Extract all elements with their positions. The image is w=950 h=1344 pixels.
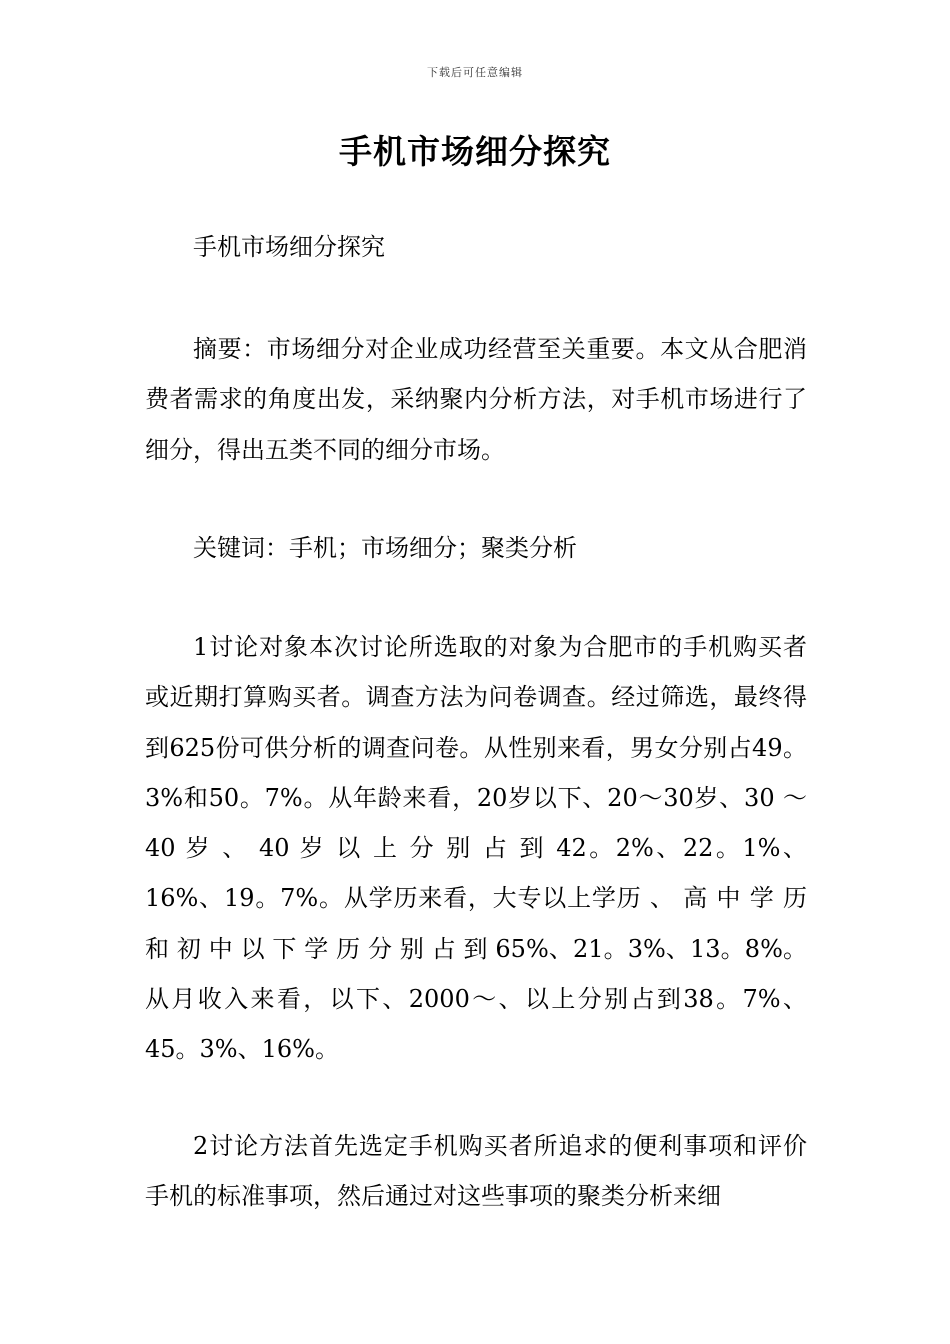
abstract-paragraph: 摘要：市场细分对企业成功经营至关重要。本文从合肥消费者需求的角度出发，采纳聚内分析方法，对手机市场进行了细分，得出五类不同的细分市场。 [145, 335, 807, 464]
header-note: 下载后可任意编辑 [427, 66, 523, 79]
subtitle-paragraph: 手机市场细分探究 [193, 233, 385, 261]
section-2-paragraph: 2讨论方法首先选定手机购买者所追求的便利事项和评价手机的标准事项，然后通过对这些事项的聚类分析来细 [145, 1132, 807, 1211]
document-title: 手机市场细分探究 [339, 132, 611, 171]
section-1-paragraph: 1讨论对象本次讨论所选取的对象为合肥市的手机购买者或近期打算购买者。调查方法为问卷调查。经过筛选，最终得到625份可供分析的调查问卷。从性别来看，男女分别占49。3%和50。7%。从年龄来看，20岁以下、20～30岁、30 ～ 40 岁 、 40 岁 以 上 分 别 占 到 42。2%、22。1%、16%、19。7%。从学历来看，大专以上学历 、 高 中 学 历 和 初 中 以 下 学 历 分 别 占 到 65%、21。3%、13。8%。从月收入来看，以下、2000～、以上分别占到38。7%、45。3%、16%。 [145, 633, 807, 1064]
keywords-paragraph: 关键词：手机；市场细分；聚类分析 [193, 534, 577, 562]
